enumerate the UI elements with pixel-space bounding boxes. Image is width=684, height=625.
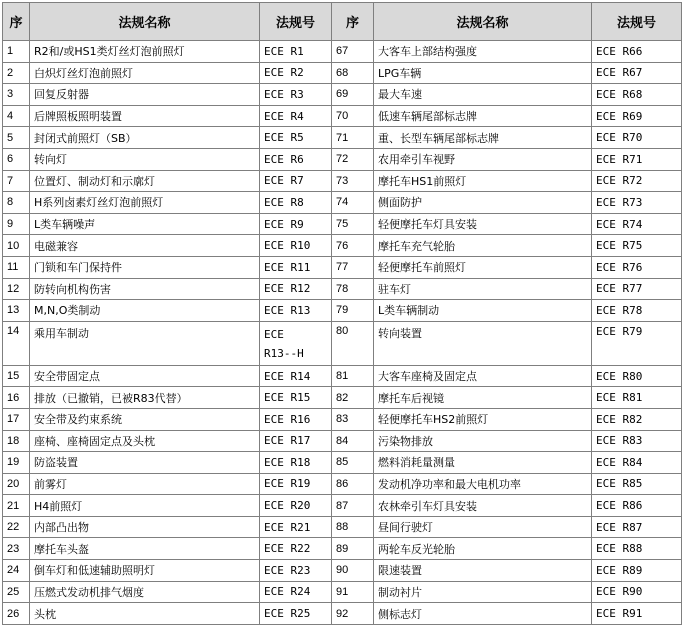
row-seq-2: 83 bbox=[332, 408, 374, 430]
row-code: ECE R10 bbox=[260, 235, 332, 257]
row-code: ECE R18 bbox=[260, 452, 332, 474]
row-seq: 4 bbox=[3, 105, 30, 127]
row-seq: 22 bbox=[3, 516, 30, 538]
row-name: L类车辆噪声 bbox=[30, 213, 260, 235]
table-row bbox=[3, 603, 682, 625]
row-code-2: ECE R74 bbox=[592, 213, 682, 235]
row-code: ECE R5 bbox=[260, 127, 332, 149]
header-seq: 序 bbox=[3, 3, 30, 41]
row-seq-2: 76 bbox=[332, 235, 374, 257]
table-row bbox=[3, 41, 682, 63]
row-name: 回复反射器 bbox=[30, 84, 260, 106]
row-name-2: 污染物排放 bbox=[374, 430, 592, 452]
row-name: 摩托车头盔 bbox=[30, 538, 260, 560]
row-code-2: ECE R67 bbox=[592, 62, 682, 84]
row-name-2: 低速车辆尾部标志牌 bbox=[374, 105, 592, 127]
row-name: 防转向机构伤害 bbox=[30, 278, 260, 300]
row-code-2: ECE R76 bbox=[592, 256, 682, 278]
row-code bbox=[260, 321, 332, 365]
row-code: ECE R3 bbox=[260, 84, 332, 106]
table-row bbox=[3, 84, 682, 106]
table-row bbox=[3, 495, 682, 517]
row-code: ECE R12 bbox=[260, 278, 332, 300]
row-seq: 24 bbox=[3, 560, 30, 582]
row-seq-2: 68 bbox=[332, 62, 374, 84]
table-row bbox=[3, 473, 682, 495]
table-row bbox=[3, 452, 682, 474]
row-code: ECE R21 bbox=[260, 516, 332, 538]
row-name-2: 轻便摩托车前照灯 bbox=[374, 256, 592, 278]
table-row bbox=[3, 408, 682, 430]
row-seq: 18 bbox=[3, 430, 30, 452]
row-name: 后牌照板照明装置 bbox=[30, 105, 260, 127]
header-code: 法规号 bbox=[260, 3, 332, 41]
header-row bbox=[3, 3, 682, 41]
row-name: H4前照灯 bbox=[30, 495, 260, 517]
row-name-2: 两轮车反光轮胎 bbox=[374, 538, 592, 560]
row-code: ECE R1 bbox=[260, 41, 332, 63]
table-row bbox=[3, 516, 682, 538]
row-code-2: ECE R78 bbox=[592, 300, 682, 322]
row-seq-2: 87 bbox=[332, 495, 374, 517]
row-code-2: ECE R70 bbox=[592, 127, 682, 149]
row-code: ECE R23 bbox=[260, 560, 332, 582]
row-seq: 2 bbox=[3, 62, 30, 84]
row-code: ECE R20 bbox=[260, 495, 332, 517]
row-seq-2: 81 bbox=[332, 365, 374, 387]
row-seq: 14 bbox=[3, 321, 30, 365]
row-name-2: 重、长型车辆尾部标志牌 bbox=[374, 127, 592, 149]
row-name-2: 轻便摩托车HS2前照灯 bbox=[374, 408, 592, 430]
row-name-2: 驻车灯 bbox=[374, 278, 592, 300]
row-seq: 1 bbox=[3, 41, 30, 63]
row-name: 内部凸出物 bbox=[30, 516, 260, 538]
row-name-2: 昼间行驶灯 bbox=[374, 516, 592, 538]
table-row bbox=[3, 148, 682, 170]
row-seq: 13 bbox=[3, 300, 30, 322]
row-seq: 25 bbox=[3, 581, 30, 603]
row-seq-2: 86 bbox=[332, 473, 374, 495]
row-name-2: 轻便摩托车灯具安装 bbox=[374, 213, 592, 235]
row-seq-2: 73 bbox=[332, 170, 374, 192]
row-name: 乘用车制动 bbox=[30, 321, 260, 365]
row-code-2: ECE R88 bbox=[592, 538, 682, 560]
row-seq-2: 90 bbox=[332, 560, 374, 582]
row-seq: 16 bbox=[3, 387, 30, 409]
row-code-2: ECE R91 bbox=[592, 603, 682, 625]
row-code-2: ECE R86 bbox=[592, 495, 682, 517]
row-name: 白炽灯丝灯泡前照灯 bbox=[30, 62, 260, 84]
row-seq-2: 67 bbox=[332, 41, 374, 63]
row-seq: 26 bbox=[3, 603, 30, 625]
row-seq-2: 91 bbox=[332, 581, 374, 603]
row-code: ECE R4 bbox=[260, 105, 332, 127]
row-seq: 5 bbox=[3, 127, 30, 149]
row-name: 转向灯 bbox=[30, 148, 260, 170]
row-code: ECE R2 bbox=[260, 62, 332, 84]
row-seq-2: 71 bbox=[332, 127, 374, 149]
row-code: ECE R13 bbox=[260, 300, 332, 322]
row-name: R2和/或HS1类灯丝灯泡前照灯 bbox=[30, 41, 260, 63]
row-name-2: L类车辆制动 bbox=[374, 300, 592, 322]
row-name: 安全带及约束系统 bbox=[30, 408, 260, 430]
header-seq-2: 序 bbox=[332, 3, 374, 41]
row-code: ECE R11 bbox=[260, 256, 332, 278]
row-code-2: ECE R84 bbox=[592, 452, 682, 474]
row-code: ECE R24 bbox=[260, 581, 332, 603]
row-code-2: ECE R81 bbox=[592, 387, 682, 409]
table-row bbox=[3, 365, 682, 387]
row-name: 压燃式发动机排气烟度 bbox=[30, 581, 260, 603]
header-name-2: 法规名称 bbox=[374, 3, 592, 41]
table-row bbox=[3, 256, 682, 278]
row-name-2: 转向装置 bbox=[374, 321, 592, 365]
table-row bbox=[3, 170, 682, 192]
table-row bbox=[3, 192, 682, 214]
row-name-2: 侧面防护 bbox=[374, 192, 592, 214]
row-code-2: ECE R75 bbox=[592, 235, 682, 257]
row-code-2: ECE R68 bbox=[592, 84, 682, 106]
row-name: 封闭式前照灯（SB） bbox=[30, 127, 260, 149]
row-seq-2: 77 bbox=[332, 256, 374, 278]
row-seq-2: 84 bbox=[332, 430, 374, 452]
row-seq-2: 78 bbox=[332, 278, 374, 300]
row-code: ECE R14 bbox=[260, 365, 332, 387]
table-body bbox=[3, 41, 682, 625]
row-name-2: 农用牵引车视野 bbox=[374, 148, 592, 170]
row-code-2: ECE R71 bbox=[592, 148, 682, 170]
row-code: ECE R15 bbox=[260, 387, 332, 409]
row-code-2: ECE R87 bbox=[592, 516, 682, 538]
row-name: 安全带固定点 bbox=[30, 365, 260, 387]
row-name: M,N,O类制动 bbox=[30, 300, 260, 322]
row-seq: 15 bbox=[3, 365, 30, 387]
row-seq-2: 92 bbox=[332, 603, 374, 625]
row-code-line: R13--H bbox=[264, 346, 304, 360]
row-code-2: ECE R69 bbox=[592, 105, 682, 127]
row-code: ECE R22 bbox=[260, 538, 332, 560]
row-code: ECE R17 bbox=[260, 430, 332, 452]
row-seq: 20 bbox=[3, 473, 30, 495]
row-code-2: ECE R79 bbox=[592, 321, 682, 365]
row-name-2: 发动机净功率和最大电机功率 bbox=[374, 473, 592, 495]
row-code-2: ECE R82 bbox=[592, 408, 682, 430]
row-code-2: ECE R90 bbox=[592, 581, 682, 603]
row-seq: 10 bbox=[3, 235, 30, 257]
table-row bbox=[3, 387, 682, 409]
row-name-2: 限速装置 bbox=[374, 560, 592, 582]
row-name: 电磁兼容 bbox=[30, 235, 260, 257]
row-seq-2: 72 bbox=[332, 148, 374, 170]
row-seq-2: 79 bbox=[332, 300, 374, 322]
row-seq: 12 bbox=[3, 278, 30, 300]
row-code-2: ECE R72 bbox=[592, 170, 682, 192]
row-name: 门锁和车门保持件 bbox=[30, 256, 260, 278]
row-code-2: ECE R73 bbox=[592, 192, 682, 214]
table-row bbox=[3, 560, 682, 582]
row-code: ECE R25 bbox=[260, 603, 332, 625]
row-code-2: ECE R89 bbox=[592, 560, 682, 582]
row-name-2: 大客车座椅及固定点 bbox=[374, 365, 592, 387]
table-row bbox=[3, 300, 682, 322]
row-seq-2: 82 bbox=[332, 387, 374, 409]
table-row bbox=[3, 538, 682, 560]
row-seq-2: 89 bbox=[332, 538, 374, 560]
row-name-2: 农林牵引车灯具安装 bbox=[374, 495, 592, 517]
table-row bbox=[3, 105, 682, 127]
table-row bbox=[3, 62, 682, 84]
row-seq-2: 75 bbox=[332, 213, 374, 235]
row-name: 排放（已撤销，已被R83代替） bbox=[30, 387, 260, 409]
row-name: 前雾灯 bbox=[30, 473, 260, 495]
row-code-line: ECE bbox=[264, 327, 284, 341]
row-name-2: 摩托车后视镜 bbox=[374, 387, 592, 409]
row-code: ECE R6 bbox=[260, 148, 332, 170]
table-row bbox=[3, 235, 682, 257]
row-name: 头枕 bbox=[30, 603, 260, 625]
row-seq: 23 bbox=[3, 538, 30, 560]
row-seq-2: 85 bbox=[332, 452, 374, 474]
row-name-2: 摩托车充气轮胎 bbox=[374, 235, 592, 257]
table-row bbox=[3, 127, 682, 149]
regulation-table bbox=[2, 2, 682, 625]
row-code: ECE R7 bbox=[260, 170, 332, 192]
row-seq: 11 bbox=[3, 256, 30, 278]
row-code: ECE R19 bbox=[260, 473, 332, 495]
row-seq: 6 bbox=[3, 148, 30, 170]
row-seq-2: 80 bbox=[332, 321, 374, 365]
row-code-2: ECE R80 bbox=[592, 365, 682, 387]
row-code-2: ECE R83 bbox=[592, 430, 682, 452]
row-name: H系列卤素灯丝灯泡前照灯 bbox=[30, 192, 260, 214]
row-seq: 9 bbox=[3, 213, 30, 235]
table-row bbox=[3, 581, 682, 603]
header-name: 法规名称 bbox=[30, 3, 260, 41]
row-name: 位置灯、制动灯和示廓灯 bbox=[30, 170, 260, 192]
header-code-2: 法规号 bbox=[592, 3, 682, 41]
row-seq-2: 69 bbox=[332, 84, 374, 106]
row-seq-2: 74 bbox=[332, 192, 374, 214]
row-seq-2: 88 bbox=[332, 516, 374, 538]
row-seq-2: 70 bbox=[332, 105, 374, 127]
row-name-2: 燃料消耗量测量 bbox=[374, 452, 592, 474]
row-name-2: 最大车速 bbox=[374, 84, 592, 106]
row-name-2: 摩托车HS1前照灯 bbox=[374, 170, 592, 192]
row-seq: 17 bbox=[3, 408, 30, 430]
row-seq: 21 bbox=[3, 495, 30, 517]
row-name: 防盗装置 bbox=[30, 452, 260, 474]
row-name-2: 大客车上部结构强度 bbox=[374, 41, 592, 63]
row-name-2: LPG车辆 bbox=[374, 62, 592, 84]
row-code: ECE R8 bbox=[260, 192, 332, 214]
table-row bbox=[3, 430, 682, 452]
row-name: 座椅、座椅固定点及头枕 bbox=[30, 430, 260, 452]
row-seq: 8 bbox=[3, 192, 30, 214]
row-code-2: ECE R66 bbox=[592, 41, 682, 63]
row-seq: 19 bbox=[3, 452, 30, 474]
row-seq: 7 bbox=[3, 170, 30, 192]
row-code-2: ECE R77 bbox=[592, 278, 682, 300]
table-row bbox=[3, 278, 682, 300]
row-name: 倒车灯和低速辅助照明灯 bbox=[30, 560, 260, 582]
row-code: ECE R16 bbox=[260, 408, 332, 430]
row-code-2: ECE R85 bbox=[592, 473, 682, 495]
table-row bbox=[3, 321, 682, 365]
row-code: ECE R9 bbox=[260, 213, 332, 235]
row-name-2: 制动衬片 bbox=[374, 581, 592, 603]
table-row bbox=[3, 213, 682, 235]
row-name-2: 侧标志灯 bbox=[374, 603, 592, 625]
row-seq: 3 bbox=[3, 84, 30, 106]
